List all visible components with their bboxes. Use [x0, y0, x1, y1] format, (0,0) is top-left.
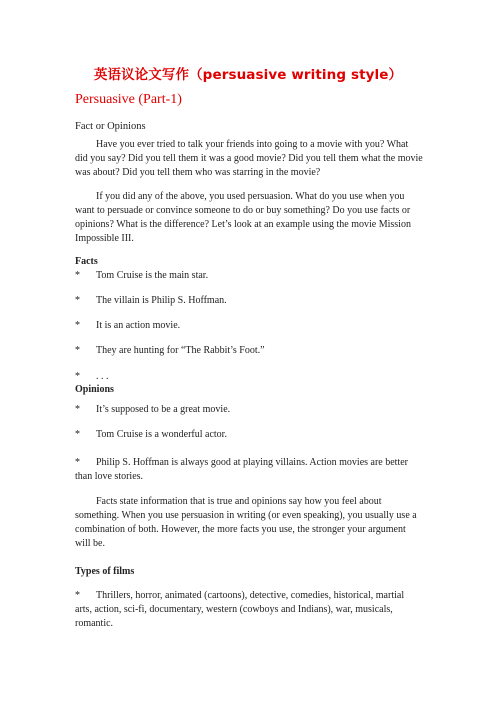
fact-text: They are hunting for “The Rabbit’s Foot.” [96, 345, 265, 356]
document-subtitle: Persuasive (Part-1) [75, 92, 182, 107]
opinion-text: It’s supposed to be a great movie. [96, 404, 231, 415]
opinion-item [75, 456, 423, 484]
paragraph-intro: Have you ever tried to talk your friends into going to a movie with you? What did you say? Did you tell them it was a good movie? Did you tell them what the movie was about? Did you tell them who was starring in the movie? [75, 139, 423, 178]
fact-item [75, 269, 423, 283]
paragraph-persuasion: If you did any of the above, you used persuasion. What do you use when you want to persuade or convince someone to do or buy something? Do you use facts or opinions? What is the difference? Let’s look at an example using the movie Mission Impossible III. [75, 191, 411, 244]
fact-text: . . . [96, 371, 109, 382]
types-text: Thrillers, horror, animated (cartoons), detective, comedies, historical, martial arts, action, sci-fi, documentary, western (cowboys and Indians), war, musicals, romantic. [75, 590, 405, 629]
types-item [75, 589, 423, 631]
bullet-marker: * [75, 404, 80, 415]
bullet-marker: * [75, 320, 80, 331]
opinion-text: Tom Cruise is a wonderful actor. [96, 429, 227, 440]
opinions-heading: Opinions [75, 384, 114, 395]
document-title: 英语议论文写作（persuasive writing style） [93, 67, 403, 83]
opinion-item [75, 403, 423, 417]
bullet-marker: * [75, 371, 80, 382]
fact-text: It is an action movie. [96, 320, 181, 331]
fact-item [75, 370, 423, 384]
fact-text: The villain is Philip S. Hoffman. [96, 295, 227, 306]
bullet-marker: * [75, 270, 80, 281]
fact-item [75, 344, 423, 358]
fact-item [75, 294, 423, 308]
paragraph-facts-opinions: Facts state information that is true and opinions say how you feel about something. When you use persuasion in writing (or even speaking), you usually use a combination of both. However, the more facts you use, the stronger your argument will be. [75, 496, 417, 549]
bullet-marker: * [75, 295, 80, 306]
opinion-item [75, 428, 423, 442]
types-heading: Types of films [75, 566, 135, 577]
facts-heading: Facts [75, 256, 98, 267]
opinion-text: Philip S. Hoffman is always good at playing villains. Action movies are better than love stories. [75, 457, 408, 482]
section-heading-fact-opinions: Fact or Opinions [75, 121, 146, 132]
bullet-marker: * [75, 590, 80, 601]
fact-item [75, 319, 423, 333]
bullet-marker: * [75, 457, 80, 468]
bullet-marker: * [75, 429, 80, 440]
fact-text: Tom Cruise is the main star. [96, 270, 209, 281]
bullet-marker: * [75, 345, 80, 356]
